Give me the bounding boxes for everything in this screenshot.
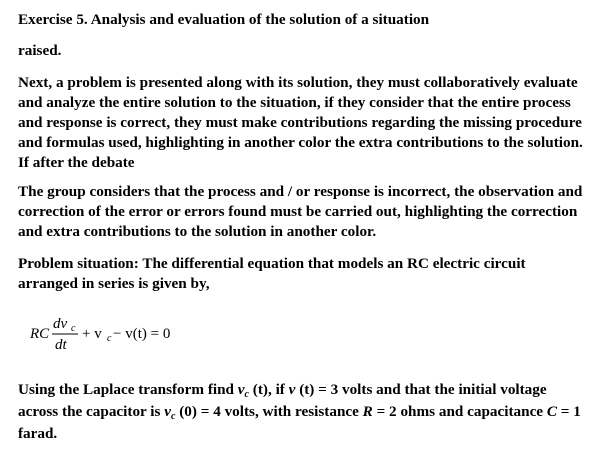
differential-equation [30, 312, 230, 356]
var-c: C [546, 403, 557, 420]
task-text-4: (0) = 4 volts, with resistance [175, 403, 363, 420]
problem-situation-paragraph: Problem situation: The differential equation that models an RC electric circuit arranged in series is given by, [18, 255, 526, 292]
task-text-5: = 2 ohms and capacitance [372, 403, 547, 420]
task-text-1: Using the Laplace transform find [18, 381, 238, 398]
eq-denominator: dt [55, 337, 67, 353]
eq-plus-vc: + v [82, 326, 102, 342]
instructions-paragraph: Next, a problem is presented along with its solution, they must collaboratively evaluate and analyze the entire solution to the situation, if they consider that the entire process and response is correct, they must make contributions regarding the missing procedure and formulas used, highlighting in another color the extra contributions to the solution. If after the debate [18, 74, 583, 171]
eq-numerator: dv [53, 316, 68, 332]
var-vc-initial-sub: c [170, 411, 176, 422]
exercise-title-cont: raised. [18, 42, 62, 59]
eq-vc-sub: c [107, 333, 112, 344]
incorrect-case-paragraph: The group considers that the process and / or response is incorrect, the observation and correction of the error or errors found must be carried out, highlighting the correction and extra contributions to the solution in another color. [18, 183, 583, 240]
eq-numerator-sub: c [71, 323, 76, 334]
eq-rc: RC [30, 326, 50, 342]
var-v: v [288, 381, 296, 398]
var-vc-sub: c [244, 389, 249, 400]
equation-svg [30, 312, 230, 356]
task-text-6: = 1 farad. [18, 403, 581, 442]
task-text-3: (t) = 3 volts and that the initial voltage across the capacitor is [18, 381, 547, 420]
exercise-title: Exercise 5. Analysis and evaluation of the solution of a situation [18, 11, 430, 28]
task-paragraph [18, 380, 588, 444]
var-vc-initial: v [164, 403, 171, 420]
var-r: R [362, 403, 373, 420]
var-vc: v [237, 381, 245, 398]
task-text-2: (t), if [249, 381, 289, 398]
eq-rest: − v(t) = 0 [113, 326, 171, 342]
